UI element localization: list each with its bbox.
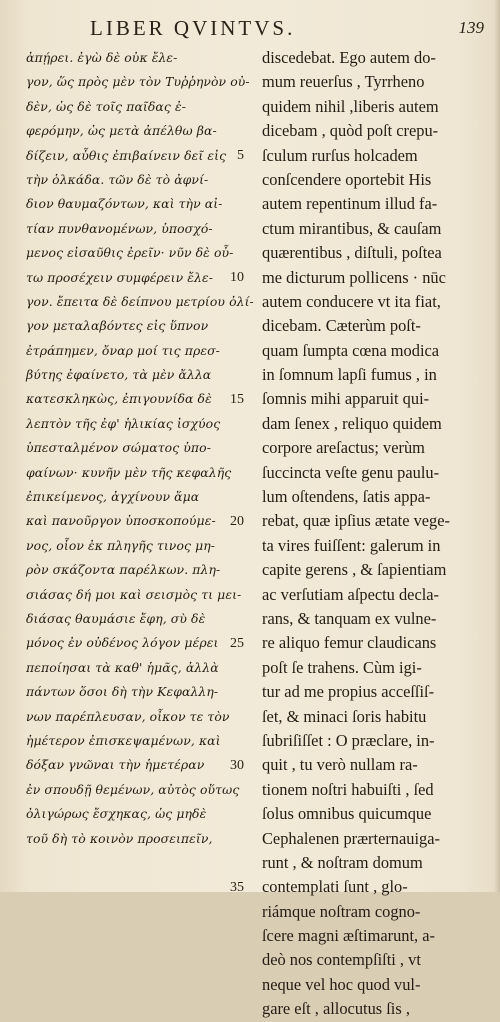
greek-text-line: γον μεταλαβόντες εἰς ὕπνον	[26, 318, 209, 334]
greek-text-line: ὑπεσταλμένον σώματος ὑπο-	[26, 440, 212, 456]
latin-text-line: riámque noſtram cogno-	[262, 901, 421, 921]
greek-text-line: κατεσκληκὼς, ἐπιγουνίδα δὲ	[26, 391, 212, 407]
greek-text-line: ἐτράπημεν, ὄναρ μοί τις πρεσ-	[26, 342, 220, 358]
greek-text-line: νος, οἷον ἐκ πληγῆς τινος μη-	[26, 537, 216, 553]
latin-text-line: quit , tu verò nullam ra-	[262, 755, 418, 775]
page-header	[0, 10, 500, 40]
latin-text-line: tionem noſtri habuiſti , ſed	[262, 779, 434, 799]
latin-text-line: discedebat. Ego autem do-	[262, 48, 436, 67]
latin-text-line: in ſomnum lapſi fumus , in	[262, 365, 437, 385]
latin-text-line: quærentibus , diſtuli, poſtea	[262, 243, 442, 263]
greek-text-line: σιάσας δή μοι καὶ σεισμὸς τι μει-	[26, 586, 242, 602]
greek-text-line: τίαν πυνθανομένων, ὑποσχό-	[26, 220, 213, 236]
latin-text-line: ſolus omnibus quicumque	[262, 804, 432, 824]
latin-text-line: deò nos contempſiſti , vt	[262, 950, 421, 970]
latin-text-column	[262, 46, 488, 1022]
page-number: 139	[458, 18, 484, 37]
greek-text-line: μενος εἰσαῦθις ἐρεῖν· νῦν δὲ οὖ-	[26, 245, 234, 261]
line-number: 30	[230, 757, 244, 773]
greek-text-line: μόνος ἐν οὐδένος λόγον μέρει	[26, 635, 219, 651]
latin-text-line: contemplati ſunt , glo-	[262, 877, 408, 897]
latin-text-line: poſt ſe trahens. Cùm igi-	[262, 657, 422, 677]
latin-text-line: ctum mirantibus, & cauſam	[262, 218, 442, 238]
greek-text-line: λεπτὸν τῆς ἐφ' ἡλικίας ἰσχύος	[26, 415, 221, 431]
latin-text-line: autem conducere vt ita fiat,	[262, 291, 441, 311]
latin-text-line: ſcere magni æſtimarunt, a-	[262, 926, 435, 946]
greek-text-line: τοῦ δὴ τὸ κοινὸν προσειπεῖν,	[26, 830, 213, 846]
greek-text-line: δόξαν γνῶναι τὴν ἡμετέραν	[26, 757, 205, 773]
greek-text-line: ὀλιγώρως ἔσχηκας, ὡς μηδὲ	[26, 806, 207, 822]
greek-text-line: πεποίησαι τὰ καθ' ἡμᾶς, ἀλλὰ	[26, 659, 219, 675]
greek-text-line: βύτης ἐφαίνετο, τὰ μὲν ἄλλα	[26, 367, 212, 383]
line-number: 15	[230, 391, 244, 407]
latin-text-line: re aliquo femur claudicans	[262, 633, 437, 653]
latin-text-line: ta vires fuiſſent: galerum in	[262, 535, 441, 555]
latin-text-line: dicebam. Cæterùm poſt-	[262, 316, 421, 336]
latin-text-line: me dicturum pollicens · nūc	[262, 267, 446, 287]
latin-text-line: Cephalenen prærternauiga-	[262, 828, 440, 848]
latin-text-line: lum oſtendens, ſatis appa-	[262, 487, 431, 507]
latin-text-line: mum reuerſus , Tyrrheno	[262, 72, 425, 92]
greek-text-line: ἡμέτερον ἐπισκεψαμένων, καὶ	[26, 732, 221, 748]
latin-text-line: quidem nihil ,liberis autem	[262, 96, 439, 116]
latin-text-line: ſubriſiſſet : O præclare, in-	[262, 730, 435, 750]
latin-text-line: rebat, quæ ipſius ætate vege-	[262, 511, 450, 531]
latin-text-line: rans, & tanquam ex vulne-	[262, 608, 437, 628]
latin-text-line: corpore areſactus; verùm	[262, 438, 425, 458]
greek-text-line: διον θαυμαζόντων, καὶ τὴν αἰ-	[26, 196, 223, 212]
latin-text-line: ſomnis mihi apparuit qui-	[262, 389, 430, 409]
latin-text-line: ſculum rurſus holcadem	[262, 145, 418, 165]
greek-text-line: φαίνων· κυνῆν μὲν τῆς κεφαλῆς	[26, 464, 232, 480]
greek-text-line: ἐν σπουδῇ θεμένων, αὐτὸς οὕτως	[26, 781, 240, 797]
latin-text-line: gare eſt , allocutus ſis ,	[262, 999, 410, 1019]
latin-text-line: ſet, & minaci ſoris habitu	[262, 706, 427, 726]
greek-text-line: ἐπικείμενος, ἀγχίνουν ἅμα	[26, 489, 200, 505]
latin-text-line: tur ad me propius acceſſiſ-	[262, 682, 435, 702]
latin-text-line: conſcendere oportebit His	[262, 169, 432, 189]
greek-text-line: δίζειν, αὖθις ἐπιβαίνειν δεῖ εἰς	[26, 147, 227, 163]
running-head: LIBER QVINTVS.	[90, 16, 296, 40]
latin-text-line: ac verſutiam aſpectu decla-	[262, 584, 440, 604]
greek-text-line: νων παρέπλευσαν, οἶκον τε τὸν	[26, 708, 230, 724]
line-number: 35	[230, 879, 244, 895]
latin-text-line: neque vel hoc quod vul-	[262, 974, 421, 994]
greek-text-line: δὲν, ὡς δὲ τοῖς παῖδας ἐ-	[26, 98, 187, 114]
line-number: 5	[237, 147, 244, 163]
latin-text-line: capite gerens , & ſapientiam	[262, 560, 447, 580]
latin-text-line: quam ſumpta cœna modica	[262, 340, 440, 360]
latin-text-line: runt , & noſtram domum	[262, 852, 423, 872]
greek-text-line: καὶ πανοῦργον ὑποσκοπούμε-	[26, 513, 216, 529]
line-number: 10	[230, 269, 244, 285]
latin-text-line: ſuccincta veſte genu paulu-	[262, 462, 440, 482]
latin-text-line: dam ſenex , reliquo quidem	[262, 413, 442, 433]
greek-text-line: ἀπῄρει. ἐγὼ δὲ οὐκ ἔλε-	[26, 50, 178, 65]
latin-text-line: autem repentinum illud fa-	[262, 194, 438, 214]
greek-text-line: τω προσέχειν συμφέρειν ἔλε-	[26, 269, 214, 285]
page-edge-shadow	[494, 0, 500, 892]
greek-text-line: πάντων ὅσοι δὴ τὴν Κεφαλλη-	[26, 684, 219, 700]
greek-text-line: τὴν ὁλκάδα. τῶν δὲ τὸ ἀφνί-	[26, 171, 209, 187]
greek-text-line: γον. ἔπειτα δὲ δείπνου μετρίου ὀλί-	[26, 293, 254, 309]
greek-text-line: γον, ὥς πρὸς μὲν τὸν Τυῤῥηνὸν οὐ-	[26, 74, 250, 90]
line-number: 25	[230, 635, 244, 651]
latin-text-line: dicebam , quòd poſt crepu-	[262, 121, 439, 141]
line-number: 20	[230, 513, 244, 529]
greek-text-line: φερόμην, ὡς μετὰ ἀπέλθω βα-	[26, 123, 217, 139]
greek-text-line: ρὸν σκάζοντα παρέλκων. πλη-	[26, 562, 221, 578]
greek-text-line: διάσας θαυμάσιε ἔφη, σὺ δὲ	[26, 610, 206, 626]
